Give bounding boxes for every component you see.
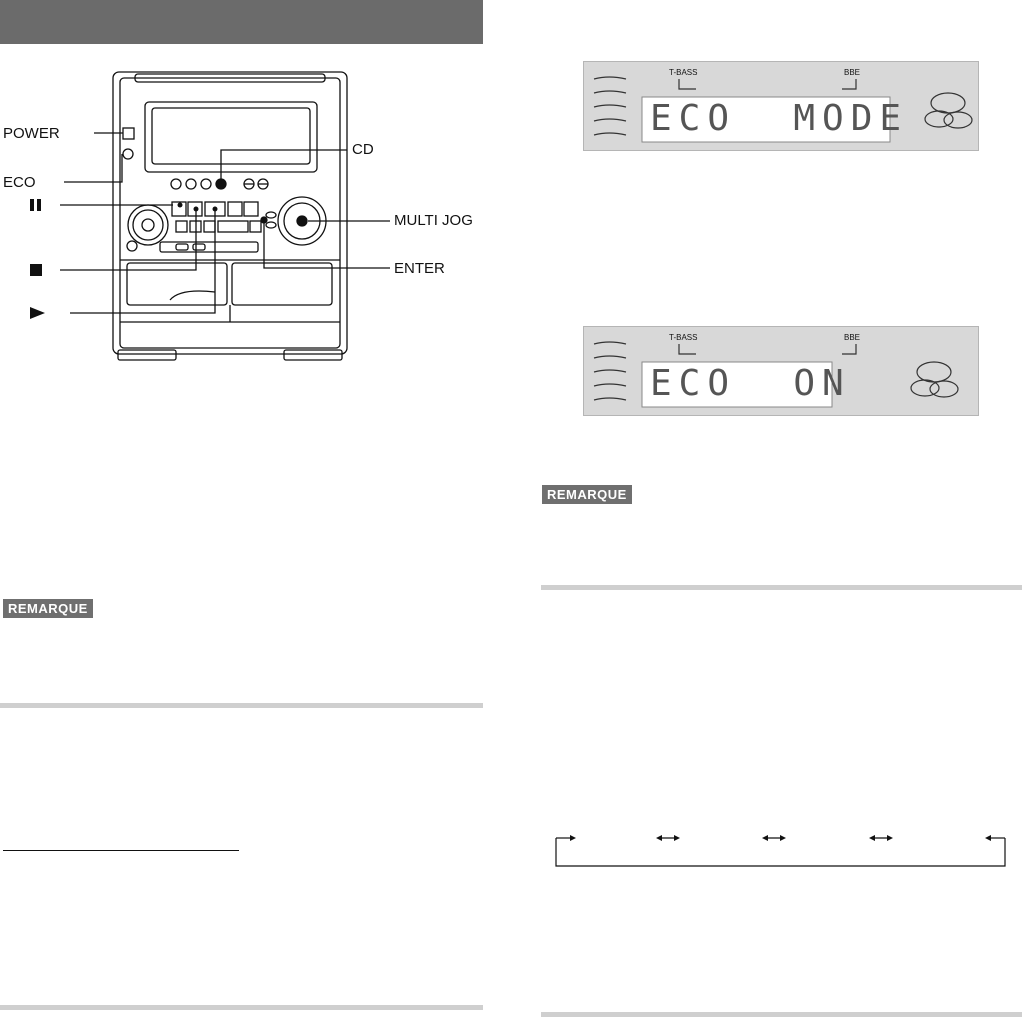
section-rule-right-2 [541,1012,1022,1017]
note-badge-left: REMARQUE [3,599,93,618]
cycle-arrow-diagram [552,828,1012,873]
lcd-text: ECO MODE [650,98,909,139]
note-badge-right: REMARQUE [542,485,632,504]
label-enter: ENTER [394,260,445,277]
lcd-display-eco-mode [583,61,979,151]
section-rule-left-1 [0,703,483,708]
underline-left [3,850,239,851]
lcd-text: ECO ON [650,363,851,404]
label-eco: ECO [3,174,36,191]
section-rule-right-1 [541,585,1022,590]
indicator-bbe: BBE [844,333,861,342]
play-icon [30,307,45,319]
pause-icon [30,199,41,211]
label-multi-jog: MULTI JOG [394,212,473,229]
lcd-display-eco-on [583,326,979,416]
indicator-t-bass: T-BASS [669,333,698,342]
stop-icon [30,264,42,276]
label-power: POWER [3,125,60,142]
label-cd: CD [352,141,374,158]
section-rule-left-2 [0,1005,483,1010]
section-header-bar [0,0,483,44]
indicator-bbe: BBE [844,68,861,77]
indicator-t-bass: T-BASS [669,68,698,77]
